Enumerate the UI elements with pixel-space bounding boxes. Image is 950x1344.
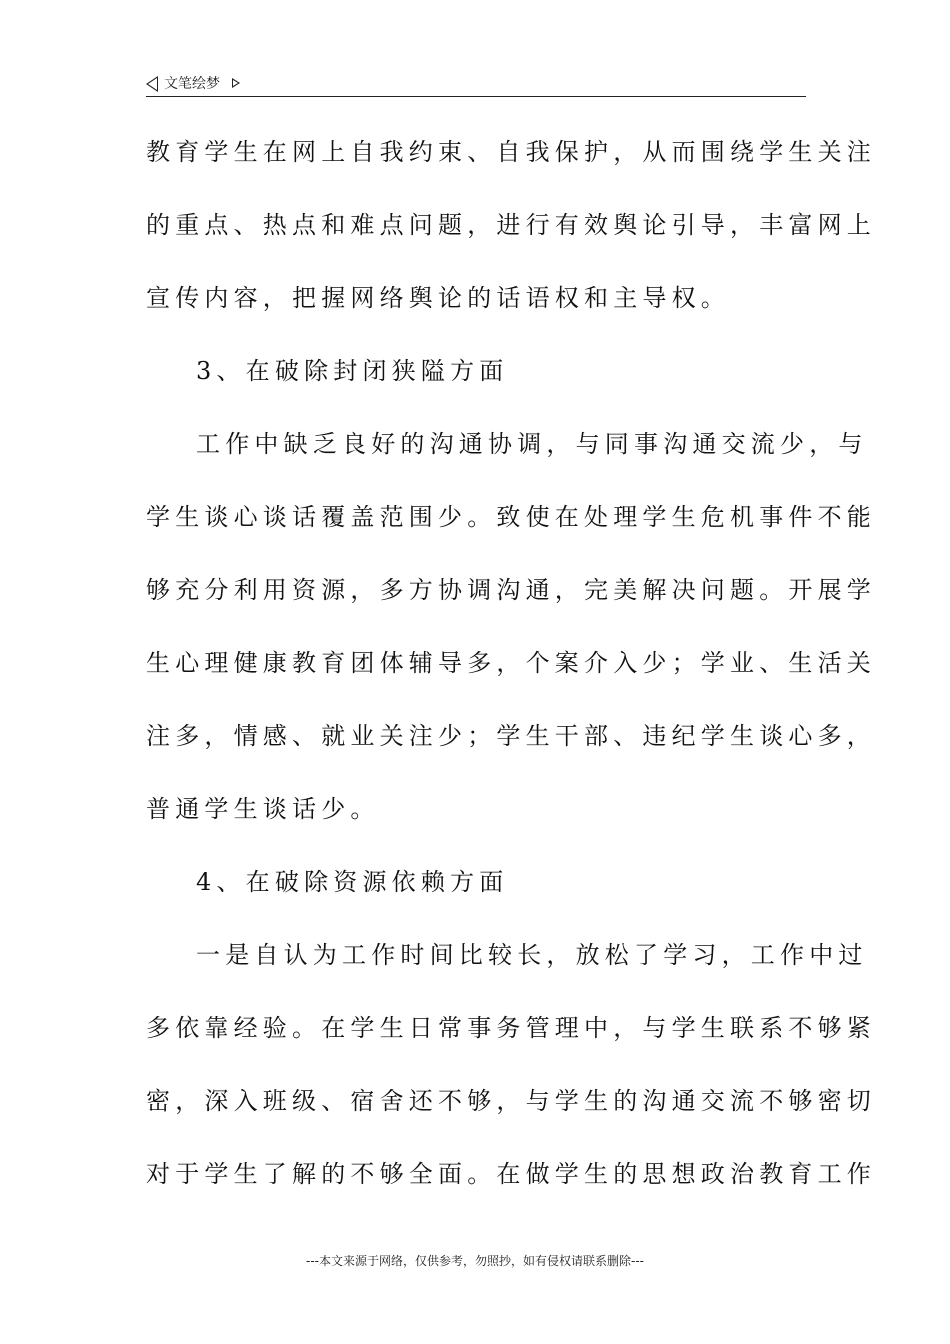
body-line: 教育学生在网上自我约束、自我保护，从而围绕学生关注 bbox=[146, 138, 876, 166]
body-line: 够充分利用资源，多方协调沟通，完美解决问题。开展学 bbox=[146, 576, 876, 604]
body-line: 生心理健康教育团体辅导多，个案介入少；学业、生活关 bbox=[146, 649, 876, 677]
page-header bbox=[146, 74, 806, 97]
triangle-right-icon bbox=[232, 78, 240, 88]
body-line: 普通学生谈话少。 bbox=[146, 795, 380, 823]
paragraph-start: 一是自认为工作时间比较长，放松了学习，工作中过 bbox=[196, 941, 868, 969]
section-heading-4: 4、在破除资源依赖方面 bbox=[196, 868, 509, 896]
header-title: 文笔绘梦 bbox=[164, 76, 220, 92]
triangle-left-icon bbox=[146, 76, 158, 92]
body-line: 对于学生了解的不够全面。在做学生的思想政治教育工作 bbox=[146, 1160, 876, 1188]
body-line: 多依靠经验。在学生日常事务管理中，与学生联系不够紧 bbox=[146, 1014, 876, 1042]
body-line: 注多，情感、就业关注少；学生干部、违纪学生谈心多， bbox=[146, 722, 876, 750]
body-line: 的重点、热点和难点问题，进行有效舆论引导，丰富网上 bbox=[146, 211, 876, 239]
body-line: 学生谈心谈话覆盖范围少。致使在处理学生危机事件不能 bbox=[146, 503, 876, 531]
body-line: 宣传内容，把握网络舆论的话语权和主导权。 bbox=[146, 284, 730, 312]
section-heading-3: 3、在破除封闭狭隘方面 bbox=[196, 357, 509, 385]
document-body bbox=[146, 118, 876, 1213]
paragraph-start: 工作中缺乏良好的沟通协调，与同事沟通交流少，与 bbox=[196, 430, 868, 458]
body-line: 密，深入班级、宿舍还不够，与学生的沟通交流不够密切 bbox=[146, 1087, 876, 1115]
page-footer: ---本文来源于网络，仅供参考，勿照抄，如有侵权请联系删除--- bbox=[306, 1254, 644, 1268]
